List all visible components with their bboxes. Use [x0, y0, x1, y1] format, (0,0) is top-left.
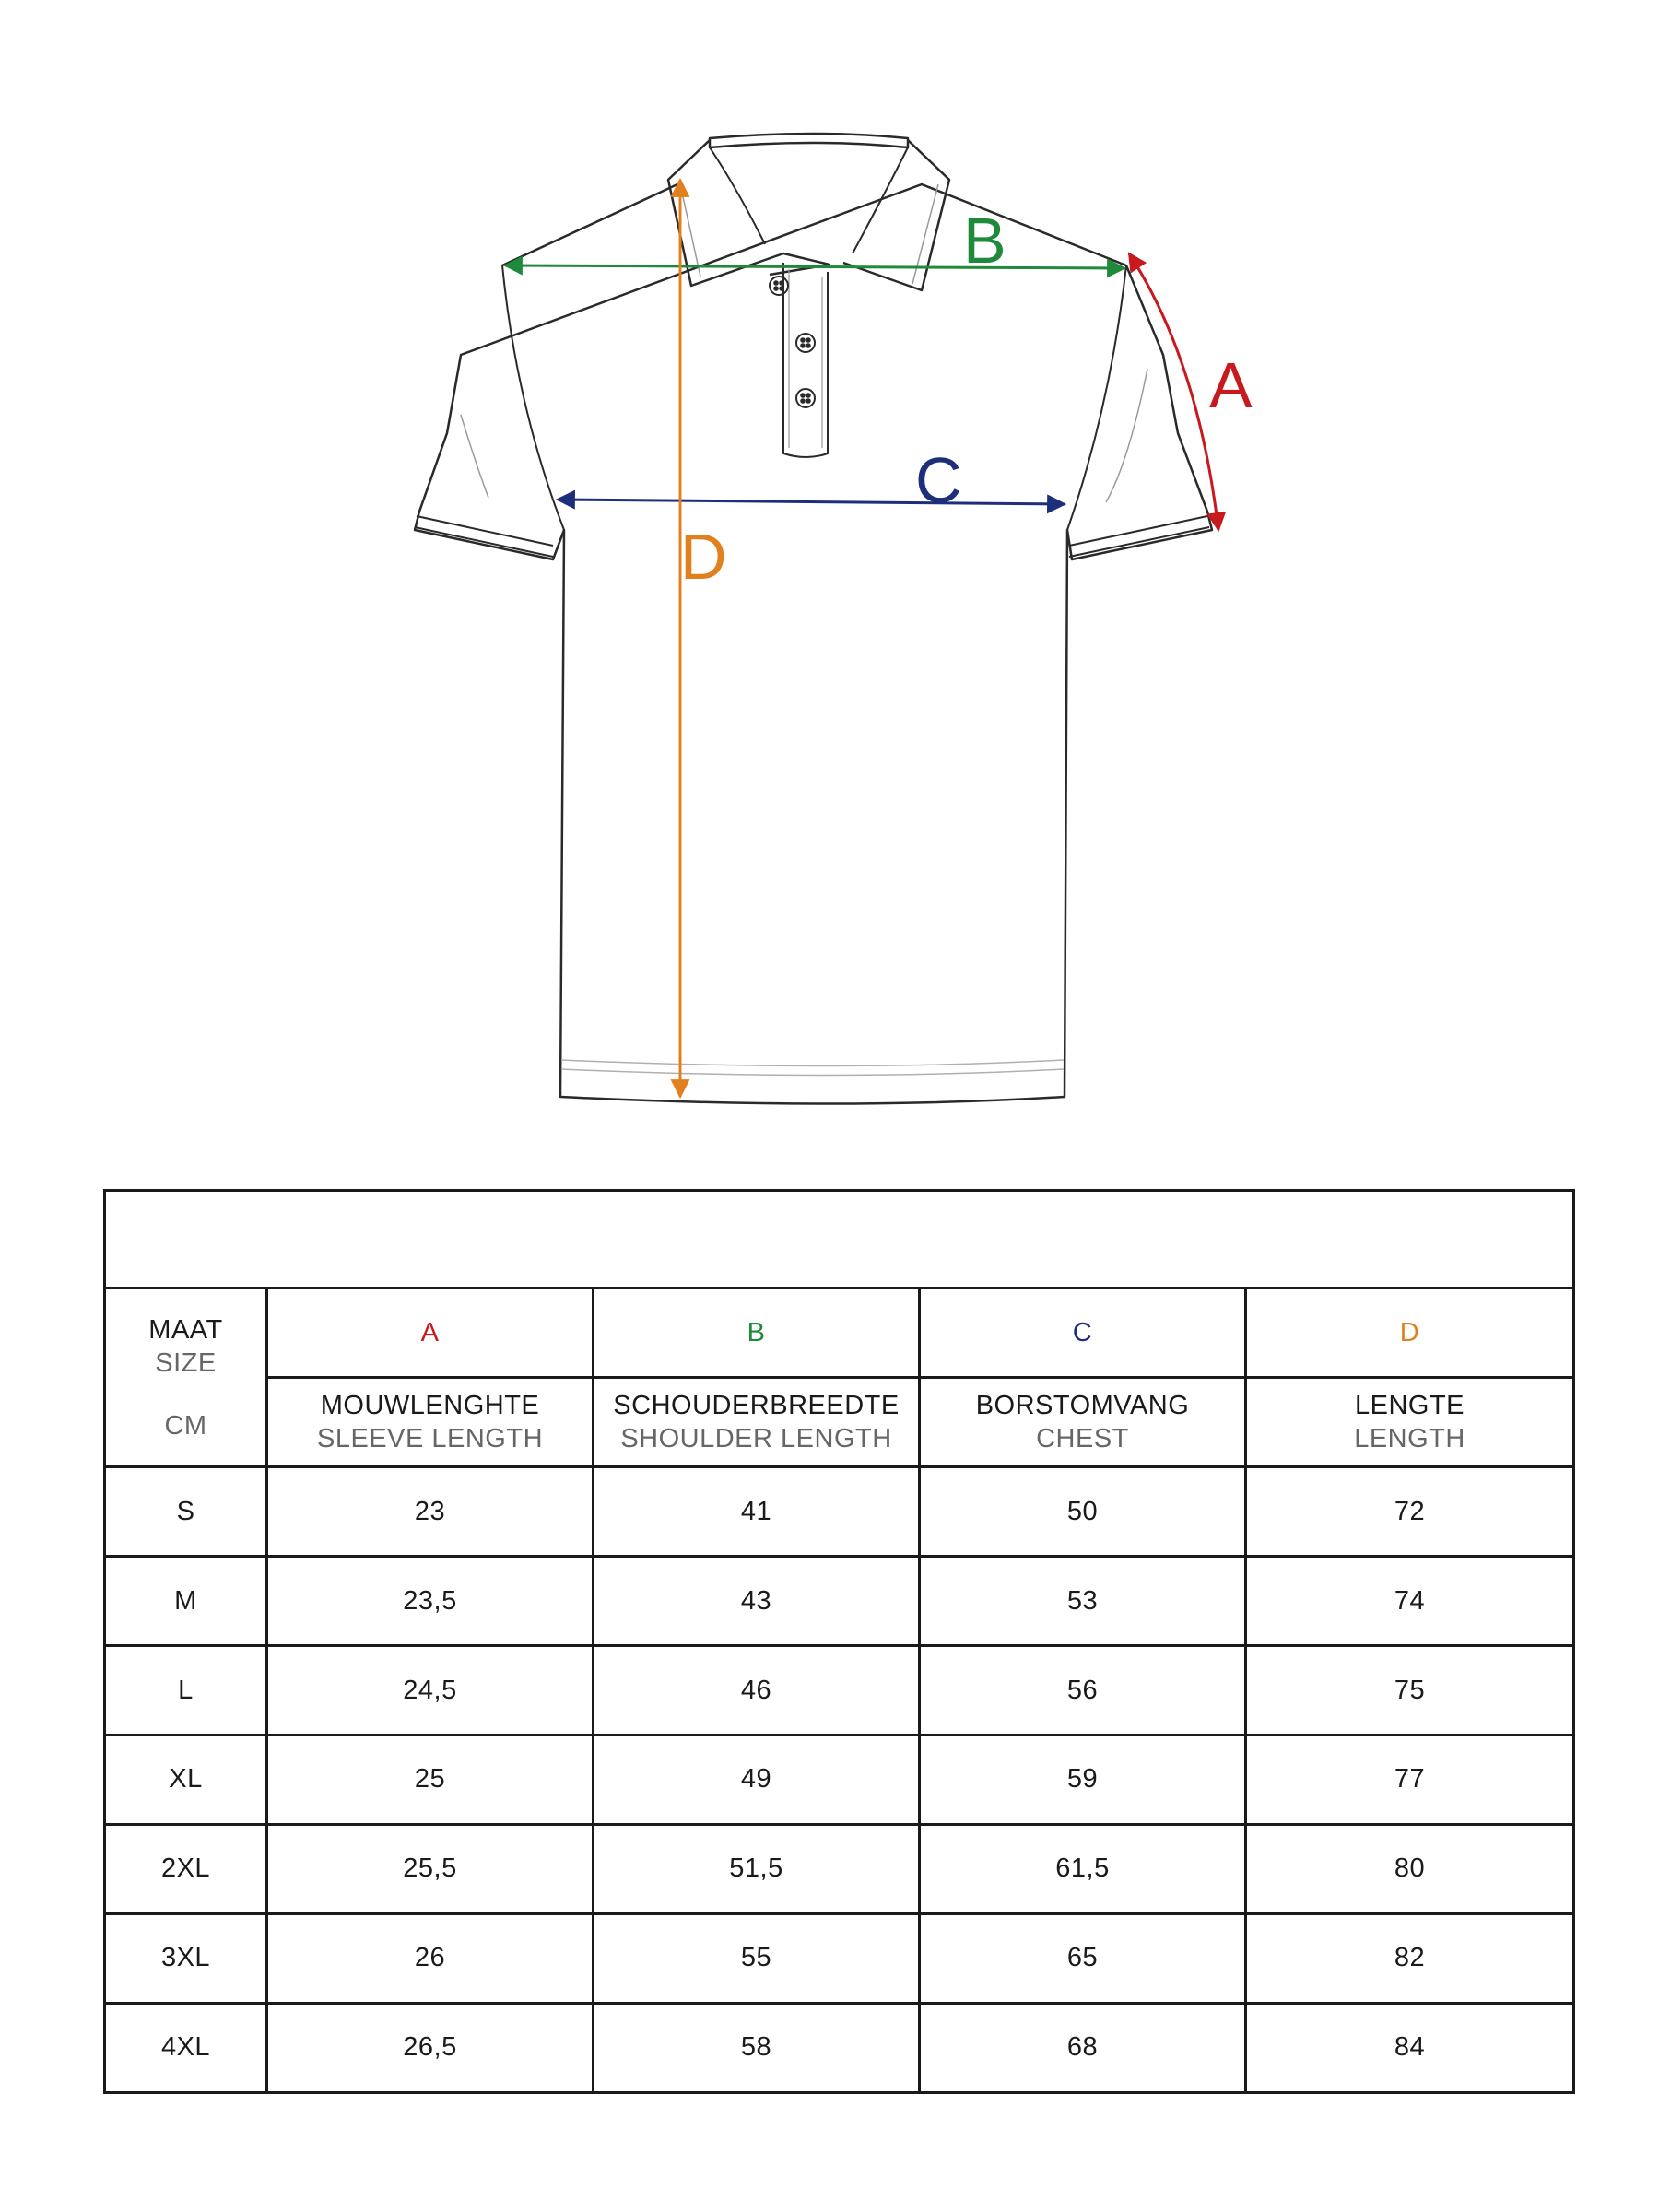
column-letter-C: C	[920, 1288, 1246, 1378]
column-name-nl: MOUWLENGHTE	[320, 1391, 540, 1421]
value-cell-B: 51,5	[594, 1824, 920, 1913]
value-cell-A: 23	[267, 1467, 594, 1557]
value-cell-A: 26,5	[267, 2003, 594, 2092]
size-cell: 2XL	[105, 1824, 267, 1913]
size-header-unit: CM	[164, 1410, 207, 1441]
column-name-en: LENGTH	[1354, 1424, 1465, 1454]
column-name-en: SLEEVE LENGTH	[316, 1424, 544, 1454]
size-header-en: SIZE	[155, 1347, 217, 1378]
table-row	[105, 1913, 1574, 2003]
table-row	[105, 1824, 1574, 1913]
column-name-en: CHEST	[1036, 1424, 1129, 1454]
column-letter-D: D	[1246, 1288, 1574, 1378]
value-cell-B: 41	[594, 1467, 920, 1557]
placket-button-2	[796, 334, 815, 352]
size-cell: 3XL	[105, 1913, 267, 2003]
column-letter-A: A	[267, 1288, 594, 1378]
size-cell: XL	[105, 1735, 267, 1825]
value-cell-A: 23,5	[267, 1557, 594, 1646]
size-chart-table	[103, 1189, 1575, 2094]
measurement-line-C	[558, 500, 1065, 504]
measurement-letter-row	[105, 1288, 1574, 1378]
table-row	[105, 2003, 1574, 2092]
value-cell-D: 75	[1246, 1646, 1574, 1735]
value-cell-B: 58	[594, 2003, 920, 2092]
value-cell-B: 49	[594, 1735, 920, 1825]
value-cell-C: 65	[920, 1913, 1246, 2003]
table-row	[105, 1467, 1574, 1557]
column-header-B	[594, 1378, 920, 1467]
value-cell-C: 59	[920, 1735, 1246, 1825]
value-cell-C: 53	[920, 1557, 1246, 1646]
column-header-A	[267, 1378, 594, 1467]
size-chart-title-row	[105, 1191, 1574, 1288]
value-cell-C: 50	[920, 1467, 1246, 1557]
size-cell: 4XL	[105, 2003, 267, 2092]
value-cell-B: 43	[594, 1557, 920, 1646]
table-row	[105, 1735, 1574, 1825]
measurement-name-row	[105, 1378, 1574, 1467]
size-header-nl: MAAT	[148, 1314, 223, 1345]
table-row	[105, 1646, 1574, 1735]
table-row	[105, 1557, 1574, 1646]
size-column-header	[105, 1288, 267, 1467]
size-cell: L	[105, 1646, 267, 1735]
value-cell-A: 26	[267, 1913, 594, 2003]
size-cell: M	[105, 1557, 267, 1646]
column-letter-B: B	[594, 1288, 920, 1378]
column-header-D	[1246, 1378, 1574, 1467]
column-header-C	[920, 1378, 1246, 1467]
placket-button-3	[796, 389, 815, 407]
value-cell-D: 84	[1246, 2003, 1574, 2092]
measurement-label-B: B	[963, 205, 1006, 276]
value-cell-D: 72	[1246, 1467, 1574, 1557]
value-cell-A: 25,5	[267, 1824, 594, 1913]
column-name-nl: LENGTE	[1355, 1391, 1465, 1421]
value-cell-C: 56	[920, 1646, 1246, 1735]
value-cell-D: 82	[1246, 1913, 1574, 2003]
value-cell-B: 55	[594, 1913, 920, 2003]
value-cell-A: 24,5	[267, 1646, 594, 1735]
value-cell-C: 68	[920, 2003, 1246, 2092]
value-cell-D: 80	[1246, 1824, 1574, 1913]
placket-button-1	[770, 276, 788, 295]
value-cell-D: 74	[1246, 1557, 1574, 1646]
value-cell-C: 61,5	[920, 1824, 1246, 1913]
measurement-label-C: C	[915, 444, 962, 516]
value-cell-A: 25	[267, 1735, 594, 1825]
column-name-nl: SCHOUDERBREEDTE	[613, 1391, 900, 1421]
value-cell-B: 46	[594, 1646, 920, 1735]
size-chart-title	[105, 1191, 1574, 1288]
measurement-line-B	[505, 265, 1124, 268]
measurement-label-A: A	[1209, 349, 1253, 421]
measurement-label-D: D	[680, 521, 727, 593]
size-cell: S	[105, 1467, 267, 1557]
value-cell-D: 77	[1246, 1735, 1574, 1825]
column-name-en: SHOULDER LENGTH	[620, 1424, 892, 1454]
polo-shirt-outline	[415, 134, 1212, 1104]
column-name-nl: BORSTOMVANG	[975, 1391, 1190, 1421]
